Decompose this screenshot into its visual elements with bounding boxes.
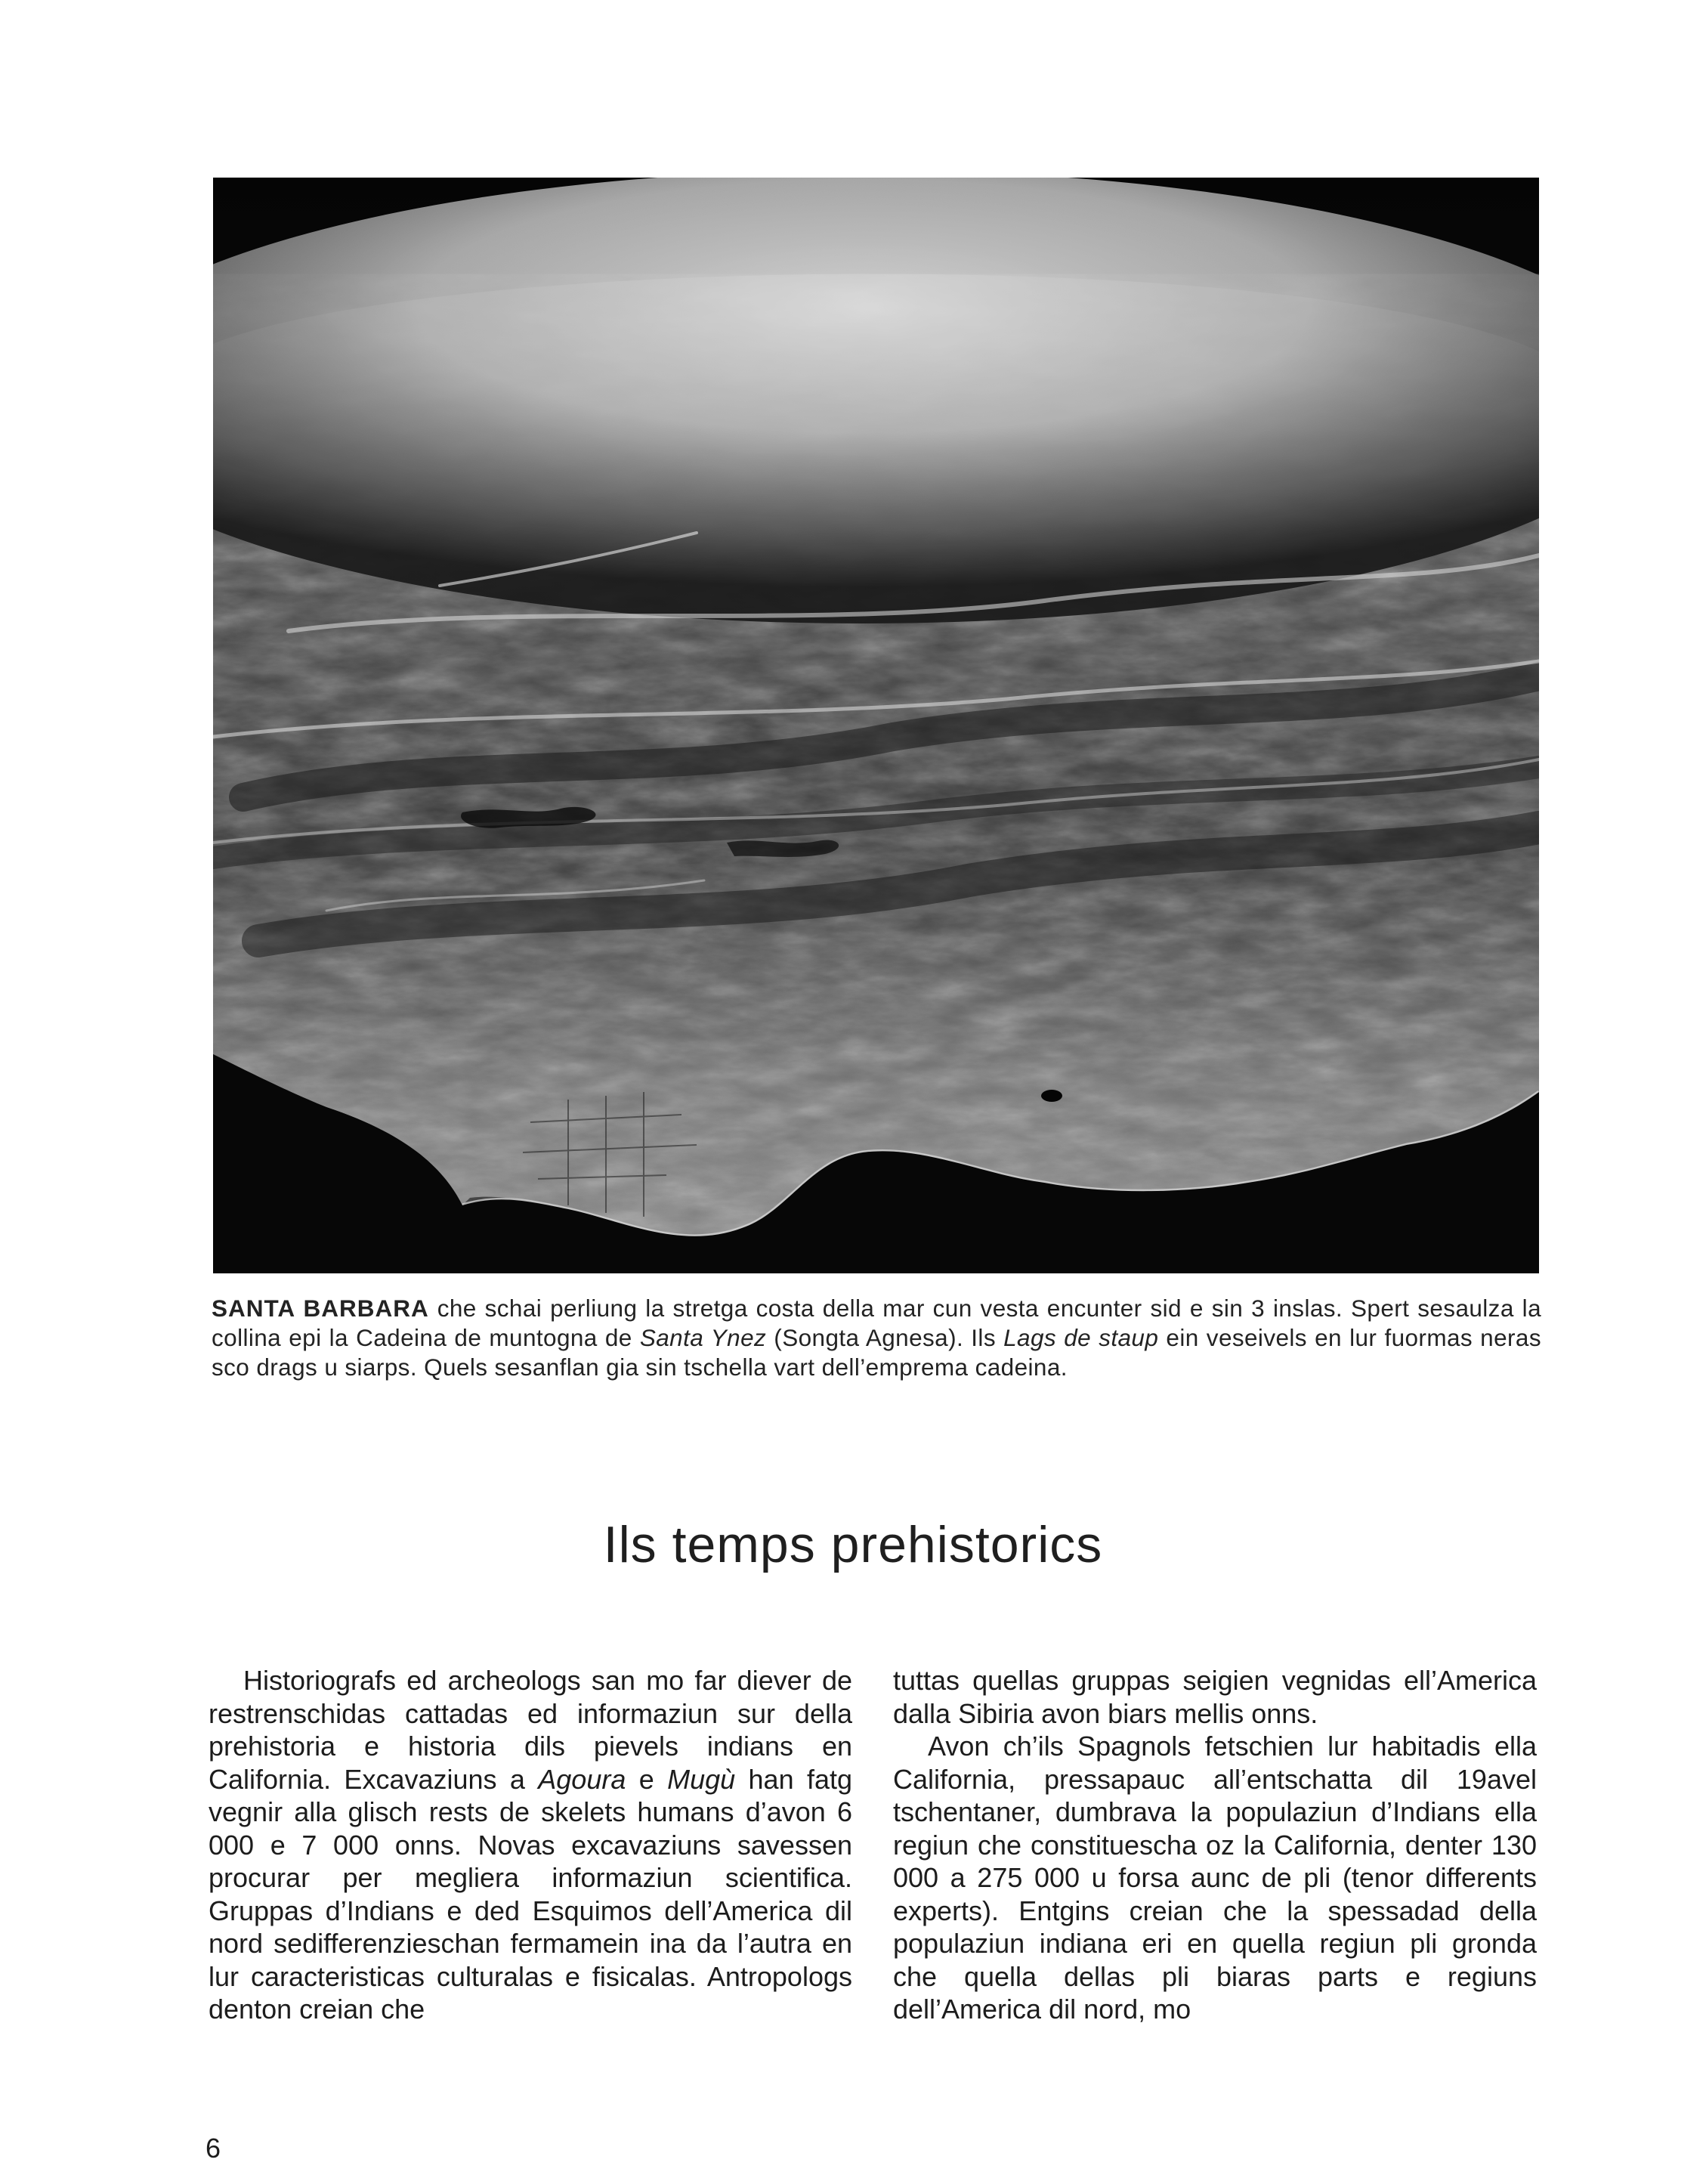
- caption-italic-lags-de-staup: Lags de staup: [1003, 1324, 1159, 1351]
- left-italic-mugu: Mugù: [667, 1763, 736, 1795]
- page-number: 6: [206, 2133, 221, 2164]
- right-paragraph-2: Avon ch’ils Spagnols fetschien lur habitadis ella California, pressapauc all’entschatta dil 19avel tschentaner, dumbrava la populaziun d’Indians ella regiun che constituescha oz la California, denter 130 000 a 275 000 u forsa aunc de pli (tenor differents experts). Entgins creian che la spessadad della populaziun indiana eri en quella regiun pli gronda che quella dellas pli biaras parts e regiuns dell’America dil nord, mo: [893, 1731, 1537, 2025]
- caption-italic-santa-ynez: Santa Ynez: [639, 1324, 767, 1351]
- caption-text-2: (Songta Agnesa). Ils: [766, 1324, 1004, 1351]
- aerial-photo: [213, 178, 1539, 1273]
- left-text-c: han fatg vegnir alla glisch rests de skelets humans d’avon 6 000 e 7 000 onns. Novas excavaziuns savessen procurar per megliera informaziun scientifica. Gruppas d’Indians e ded Esquimos dell’America dil nord sedifferenzieschan fermamein ina da l’autra en lur caracteristicas culturalas e fisicalas. Antropologs denton creian che: [209, 1763, 852, 2025]
- left-text-a: Historiografs ed archeologs san mo far diever de restrenschidas cattadas ed informaziun sur della prehistoria e historia dils pievels indians en California. Excavaziuns a: [209, 1665, 852, 1795]
- caption-text-3: ein veseivels en lur fuormas neras sco drags u siarps. Quels sesanflan gia sin tschella vart dell’emprema cadeina.: [212, 1324, 1541, 1381]
- section-heading: Ils temps prehistorics: [603, 1516, 1103, 1573]
- caption-text-1: che schai perliung la stretga costa della mar cun vesta encunter sid e sin 3 inslas. Spert sesaulza la collina epi la Cadeina de muntogna de: [212, 1295, 1541, 1351]
- right-column: [893, 1664, 1537, 2026]
- left-column: [209, 1664, 852, 2026]
- left-italic-agoura: Agoura: [538, 1763, 626, 1795]
- aerial-coastline-image: [213, 178, 1539, 1273]
- left-text-b: e: [626, 1763, 668, 1795]
- photo-caption: [212, 1294, 1541, 1382]
- caption-lead: SANTA BARBARA: [212, 1295, 429, 1322]
- left-paragraph: [209, 1664, 852, 2026]
- right-paragraph-1: tuttas quellas gruppas seigien vegnidas ell’America dalla Sibiria avon biars mellis onns.: [893, 1665, 1537, 1729]
